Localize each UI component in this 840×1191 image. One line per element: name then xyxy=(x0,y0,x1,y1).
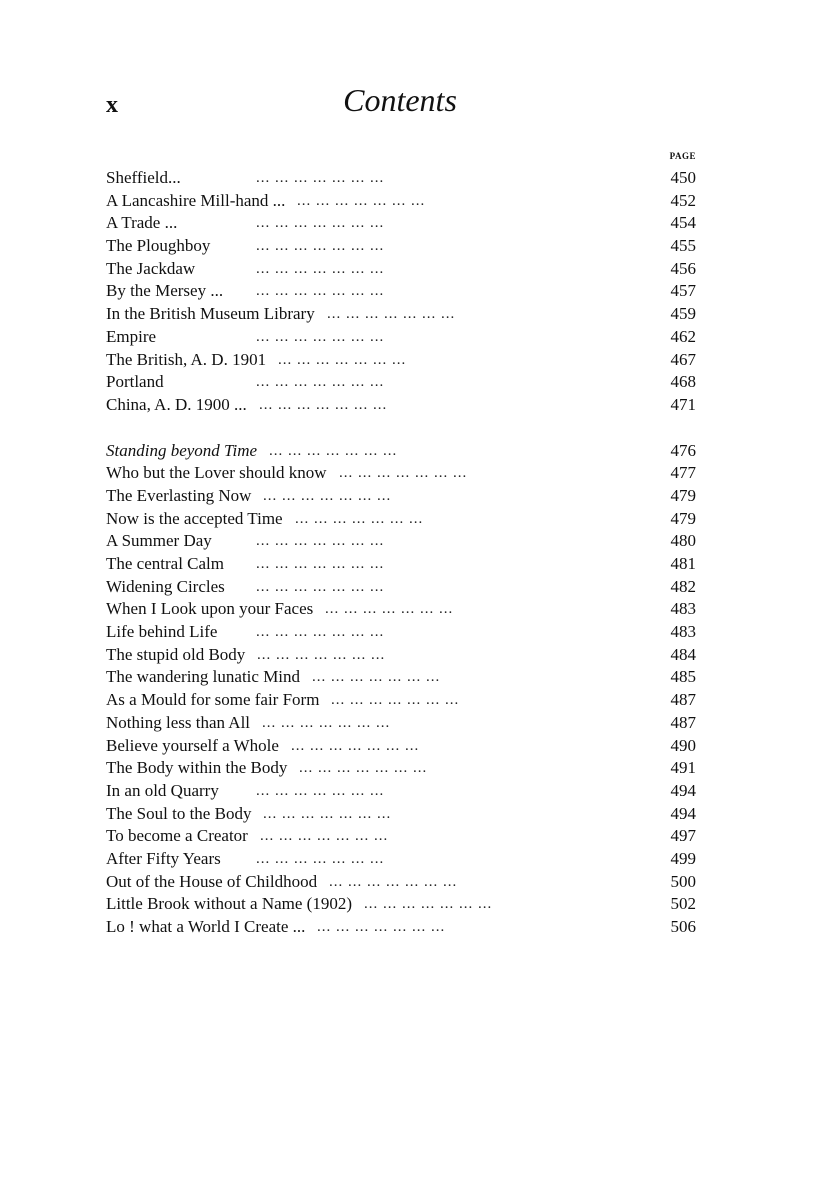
dot-leader xyxy=(259,394,646,417)
toc-entry-page: 457 xyxy=(670,281,696,301)
toc-entry-page: 468 xyxy=(670,372,696,392)
dot-leader xyxy=(297,190,646,213)
page-title: Contents xyxy=(343,82,457,118)
dot-leader xyxy=(364,893,646,916)
dot-leader xyxy=(257,644,646,667)
toc-entry-title: Who but the Lover should know xyxy=(106,463,327,483)
toc-entry-title: When I Look upon your Faces xyxy=(106,599,314,619)
toc-entry-page: 491 xyxy=(670,758,696,778)
toc-entry xyxy=(106,825,696,848)
toc-entry-title: Standing beyond Time xyxy=(106,440,258,460)
toc-entry xyxy=(106,712,696,735)
toc-entry xyxy=(106,893,696,916)
toc-entry-title: A Summer Day xyxy=(106,531,212,551)
toc-entry-page: 455 xyxy=(670,236,696,256)
toc-section xyxy=(106,440,696,939)
dot-leader xyxy=(256,167,646,190)
toc-entry-title: In the British Museum Library xyxy=(106,304,315,324)
toc-entry xyxy=(106,803,696,826)
toc-entry-page: 500 xyxy=(670,871,696,891)
toc-entry-page: 487 xyxy=(670,712,696,732)
toc-entry-page: 494 xyxy=(670,803,696,823)
toc-entry xyxy=(106,190,696,213)
toc-entry xyxy=(106,235,696,258)
dot-leader xyxy=(256,553,646,576)
toc-entry xyxy=(106,485,696,508)
toc-entry-title: The central Calm xyxy=(106,554,225,573)
toc-entry-title: The Body within the Body xyxy=(106,758,288,778)
dot-leader xyxy=(262,712,646,735)
table-of-contents xyxy=(106,167,696,939)
toc-entry-page: 490 xyxy=(670,735,696,755)
toc-entry-page: 477 xyxy=(670,463,696,483)
dot-leader xyxy=(263,485,646,508)
dot-leader xyxy=(269,440,646,463)
dot-leader xyxy=(256,280,646,303)
toc-entry xyxy=(106,553,696,576)
toc-entry xyxy=(106,666,696,689)
toc-entry-title: Now is the accepted Time xyxy=(106,508,283,528)
toc-entry xyxy=(106,349,696,372)
toc-entry-title: Portland xyxy=(106,372,164,392)
toc-entry-title: Empire xyxy=(106,326,157,346)
dot-leader xyxy=(256,576,646,599)
toc-entry-title: Believe yourself a Whole xyxy=(106,735,279,755)
toc-entry-page: 484 xyxy=(670,644,696,664)
toc-entry xyxy=(106,326,696,349)
dot-leader xyxy=(260,825,646,848)
dot-leader xyxy=(327,303,646,326)
toc-entry-page: 471 xyxy=(670,394,696,414)
toc-entry-title: To become a Creator xyxy=(106,826,248,846)
toc-entry-title: Sheffield... xyxy=(106,168,181,187)
toc-entry-title: The wandering lunatic Mind xyxy=(106,667,301,687)
toc-entry-page: 483 xyxy=(670,622,696,642)
dot-leader xyxy=(256,621,646,644)
dot-leader xyxy=(329,871,646,894)
toc-entry xyxy=(106,394,696,417)
dot-leader xyxy=(256,326,646,349)
toc-entry-page: 479 xyxy=(670,485,696,505)
dot-leader xyxy=(256,371,646,394)
toc-entry xyxy=(106,530,696,553)
toc-entry-page: 452 xyxy=(670,190,696,210)
page-number: x xyxy=(106,92,118,118)
dot-leader xyxy=(339,462,646,485)
toc-entry-title: A Lancashire Mill-hand ... xyxy=(106,190,286,210)
toc-entry-page: 483 xyxy=(670,599,696,619)
toc-entry xyxy=(106,598,696,621)
toc-entry xyxy=(106,780,696,803)
dot-leader xyxy=(312,666,646,689)
dot-leader xyxy=(295,508,646,531)
toc-entry-title: As a Mould for some fair Form xyxy=(106,690,320,710)
toc-entry xyxy=(106,848,696,871)
toc-entry-page: 502 xyxy=(670,894,696,914)
toc-entry-title: Lo ! what a World I Create ... xyxy=(106,917,306,936)
toc-entry-page: 482 xyxy=(670,576,696,596)
toc-entry xyxy=(106,462,696,485)
toc-entry xyxy=(106,258,696,281)
dot-leader xyxy=(256,258,646,281)
toc-entry xyxy=(106,757,696,780)
toc-entry-title: The Soul to the Body xyxy=(106,803,252,823)
toc-entry-title: The Jackdaw xyxy=(106,258,196,278)
dot-leader xyxy=(331,689,646,712)
toc-entry-title: A Trade ... xyxy=(106,213,178,233)
toc-entry xyxy=(106,371,696,394)
toc-entry xyxy=(106,440,696,463)
dot-leader xyxy=(291,735,646,758)
toc-entry-page: 479 xyxy=(670,508,696,528)
toc-entry-page: 462 xyxy=(670,326,696,346)
toc-entry-title: The Everlasting Now xyxy=(106,485,252,505)
toc-section xyxy=(106,167,696,417)
page-column-label: PAGE xyxy=(669,151,696,161)
toc-entry-title: The Ploughboy xyxy=(106,236,211,256)
toc-entry-title: Little Brook without a Name (1902) xyxy=(106,894,352,914)
toc-entry-page: 480 xyxy=(670,531,696,551)
toc-entry xyxy=(106,167,696,190)
dot-leader xyxy=(256,780,646,803)
toc-entry-page: 497 xyxy=(670,826,696,846)
toc-entry-title: Widening Circles xyxy=(106,576,225,596)
dot-leader xyxy=(263,803,646,826)
toc-entry-page: 467 xyxy=(670,349,696,369)
toc-entry-page: 506 xyxy=(670,917,696,936)
dot-leader xyxy=(256,530,646,553)
toc-entry-title: Life behind Life xyxy=(106,622,218,642)
toc-entry-page: 485 xyxy=(670,667,696,687)
toc-entry-title: In an old Quarry xyxy=(106,780,219,800)
toc-entry-title: China, A. D. 1900 ... xyxy=(106,394,247,414)
toc-entry-page: 454 xyxy=(670,213,696,233)
dot-leader xyxy=(256,848,646,871)
toc-entry-title: Out of the House of Childhood xyxy=(106,871,318,891)
toc-entry xyxy=(106,280,696,303)
toc-entry-page: 487 xyxy=(670,690,696,710)
dot-leader xyxy=(325,598,646,621)
dot-leader xyxy=(256,212,646,235)
toc-entry-title: The stupid old Body xyxy=(106,644,246,664)
toc-entry xyxy=(106,576,696,599)
dot-leader xyxy=(299,757,646,780)
toc-entry-title: The British, A. D. 1901 xyxy=(106,349,267,369)
toc-entry-page: 476 xyxy=(670,440,696,460)
toc-entry-page: 481 xyxy=(670,554,696,573)
toc-entry-title: By the Mersey ... xyxy=(106,281,224,301)
toc-entry xyxy=(106,916,696,939)
toc-entry xyxy=(106,871,696,894)
toc-entry xyxy=(106,621,696,644)
toc-entry-page: 499 xyxy=(670,848,696,868)
dot-leader xyxy=(278,349,646,372)
toc-entry xyxy=(106,735,696,758)
toc-entry xyxy=(106,303,696,326)
dot-leader xyxy=(317,916,646,939)
toc-entry xyxy=(106,508,696,531)
toc-entry-title: Nothing less than All xyxy=(106,712,251,732)
toc-entry xyxy=(106,644,696,667)
toc-entry-page: 456 xyxy=(670,258,696,278)
toc-entry xyxy=(106,689,696,712)
toc-entry-page: 494 xyxy=(670,780,696,800)
dot-leader xyxy=(256,235,646,258)
toc-entry-page: 459 xyxy=(670,304,696,324)
toc-entry xyxy=(106,212,696,235)
toc-entry-page: 450 xyxy=(670,168,696,187)
toc-entry-title: After Fifty Years xyxy=(106,848,221,868)
